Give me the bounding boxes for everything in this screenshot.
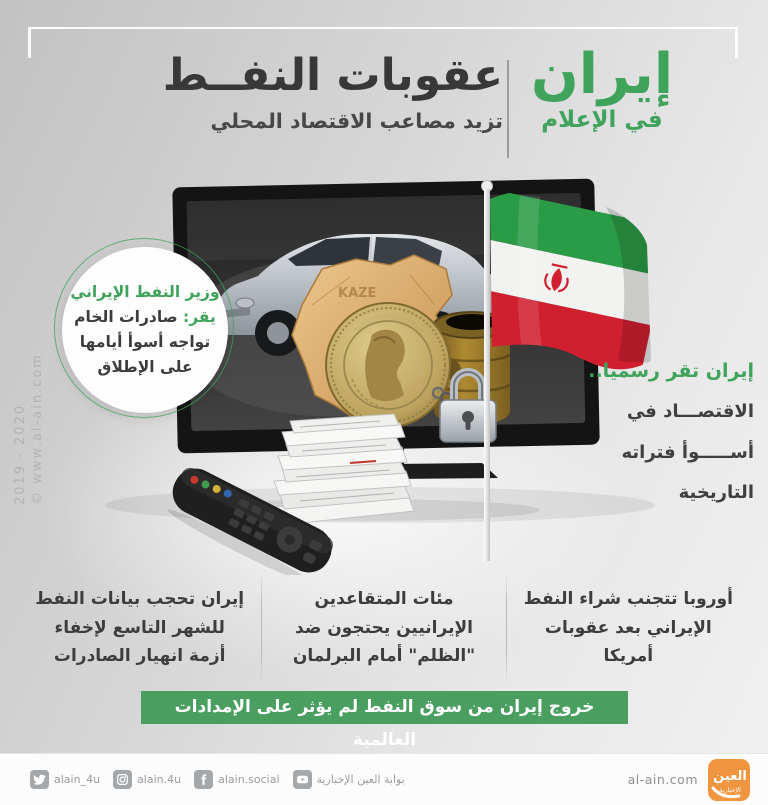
side-note-line3: التاريخية — [678, 482, 754, 503]
quote-line1: وزير النفط الإيراني — [70, 283, 220, 302]
social-row — [30, 770, 409, 789]
facebook-handle[interactable]: alain.social — [218, 773, 280, 786]
column-divider — [261, 572, 262, 684]
headline-columns — [18, 572, 750, 684]
social-twitter[interactable] — [30, 770, 104, 789]
quote-line4: على الإطلاق — [97, 357, 193, 376]
footer-right — [628, 759, 750, 801]
alain-logo — [708, 759, 750, 801]
newspaper-stack — [274, 414, 414, 525]
watermark-site: © www.al-ain.com — [30, 353, 45, 505]
side-note-line2: أســـــوأ فتراته — [621, 441, 754, 463]
headline-europe: أوروبا تتجنب شراء النفط الإيراني بعد عقوبات أمريكا — [523, 588, 733, 667]
svg-text:العين: العين — [713, 768, 747, 784]
watermark-years: 2019 - 2020 — [13, 403, 28, 505]
quote-line2-dark: صادرات الخام — [74, 308, 184, 327]
footer-bar — [0, 753, 768, 805]
youtube-icon — [293, 770, 312, 789]
brand-title: إيران — [530, 42, 674, 107]
svg-text:الإخبارية: الإخبارية — [719, 785, 741, 794]
instagram-handle[interactable]: alain.4u — [137, 773, 182, 786]
page-title: عقوبات النفــط — [162, 50, 503, 101]
facebook-icon — [194, 770, 213, 789]
page-subtitle: تزيد مصاعب الاقتصاد المحلي — [210, 108, 503, 133]
website-url[interactable]: al-ain.com — [627, 772, 698, 787]
twitter-icon — [30, 770, 49, 789]
side-note-line1: الاقتصـــاد في — [626, 401, 754, 422]
side-note-title: إيران تقر رسميا.. — [588, 360, 754, 382]
headline-data-hidden: إيران تحجب بيانات النفط للشهر التاسع لإخفاء أزمة انهيار الصادرات — [35, 588, 245, 667]
brand-subtitle: في الإعلام — [541, 106, 663, 133]
svg-text:KAZE: KAZE — [338, 286, 377, 301]
side-note — [576, 360, 754, 514]
brand-block — [512, 42, 692, 133]
title-block — [83, 50, 503, 133]
quote-line2-green: يقر: — [183, 308, 216, 327]
social-facebook[interactable] — [194, 770, 283, 789]
frame-left-tick — [28, 27, 31, 58]
twitter-handle[interactable]: alain_4u — [54, 773, 101, 786]
header-divider — [507, 60, 509, 158]
bottom-banner: خروج إيران من سوق النفط لم يؤثر على الإمدادات العالمية — [141, 691, 628, 724]
quote-bubble — [62, 247, 228, 413]
frame-top-line — [29, 27, 737, 29]
gold-coin — [326, 303, 450, 427]
youtube-handle[interactable]: بوابة العين الإخبارية — [316, 773, 405, 786]
quote-line3: تواجه أسوأ أيامها — [79, 333, 211, 351]
quote-text — [64, 280, 225, 379]
social-instagram[interactable] — [113, 770, 185, 789]
frame-right-tick — [735, 27, 738, 58]
headline-pensioners: مئات المتقاعدين الإيرانيين يحتجون ضد "الظلم" أمام البرلمان — [292, 588, 476, 667]
column-divider — [506, 572, 507, 684]
social-youtube[interactable] — [293, 770, 409, 789]
instagram-icon — [113, 770, 132, 789]
